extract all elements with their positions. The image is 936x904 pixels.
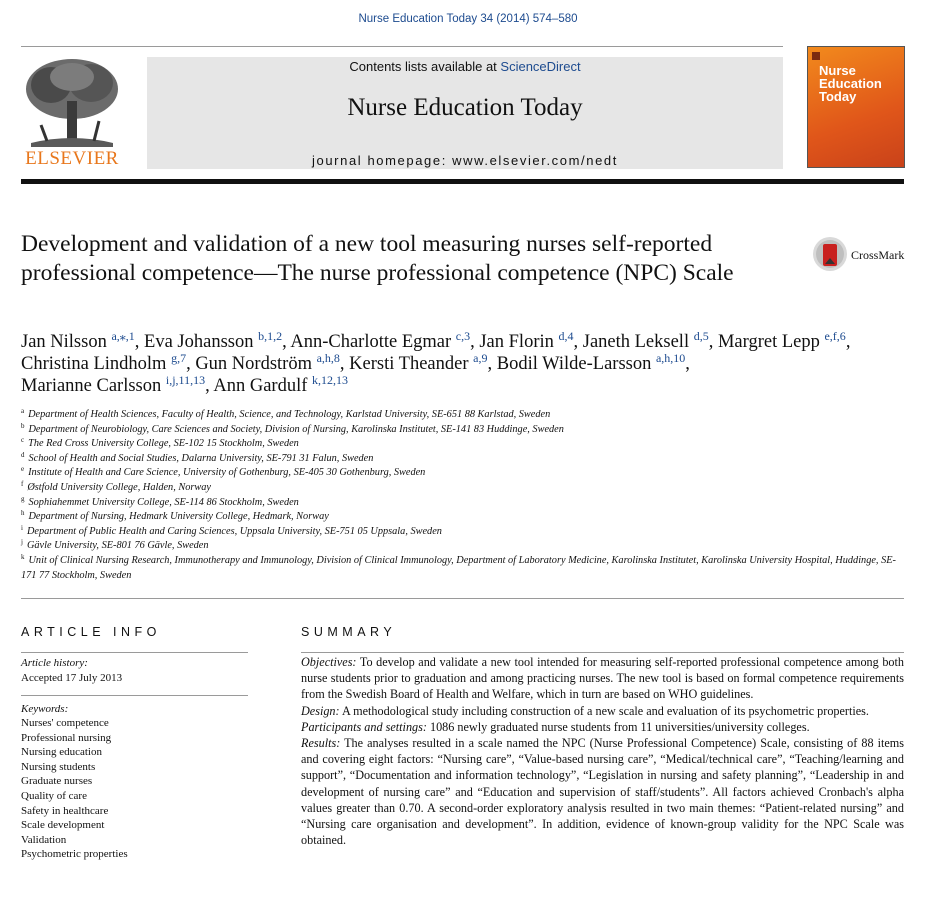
author-affiliation-marks[interactable]: c,3 bbox=[455, 329, 471, 343]
affiliation-text: Gävle University, SE-801 76 Gävle, Sweden bbox=[26, 540, 209, 552]
affiliation bbox=[21, 496, 911, 511]
affiliation-key: b bbox=[21, 421, 25, 430]
author[interactable] bbox=[290, 329, 471, 352]
header-rule bbox=[21, 179, 904, 184]
journal-title: Nurse Education Today bbox=[347, 94, 583, 121]
article-info-heading: ARTICLE INFO bbox=[21, 625, 161, 639]
author[interactable] bbox=[349, 351, 488, 374]
author-name: Ann Gardulf bbox=[213, 376, 308, 396]
keyword-list bbox=[21, 716, 128, 862]
affiliation-text: Institute of Health and Care Science, University of Gothenburg, SE-405 30 Gothenburg, Sweden bbox=[28, 467, 426, 479]
keyword-item: Professional nursing bbox=[21, 731, 112, 744]
affiliation-key: e bbox=[21, 465, 25, 474]
author[interactable] bbox=[21, 329, 135, 352]
author-affiliation-marks[interactable]: b,1,2 bbox=[258, 329, 283, 343]
affiliation-text: Sophiahemmet University College, SE-114 86 Stockholm, Sweden bbox=[28, 496, 299, 508]
author-affiliation-marks[interactable]: a,h,10 bbox=[655, 351, 686, 365]
summary-divider bbox=[301, 652, 904, 653]
sciencedirect-link[interactable]: ScienceDirect bbox=[500, 59, 581, 74]
affiliation-key: k bbox=[21, 552, 25, 561]
keywords-label: Keywords: bbox=[21, 703, 69, 715]
author-name: Jan Florin bbox=[479, 332, 554, 352]
affiliation-text: Department of Health Sciences, Faculty of Health, Science, and Technology, Karlstad University, SE-651 88 Karlstad, Sweden bbox=[28, 409, 551, 420]
affiliation bbox=[21, 408, 911, 423]
cover-logo-icon bbox=[812, 52, 820, 60]
crossmark-icon[interactable] bbox=[812, 236, 848, 272]
author[interactable] bbox=[21, 373, 206, 396]
keyword-item: Graduate nurses bbox=[21, 775, 93, 788]
author[interactable] bbox=[195, 351, 340, 374]
affiliation bbox=[21, 423, 911, 438]
affiliation-key: j bbox=[21, 538, 23, 547]
author[interactable] bbox=[21, 351, 187, 374]
objectives-text: To develop and validate a new tool intended for measuring self-reported professional competence among both nurse students prior to graduation and among practicing nurses. The new tool is based on formal competence requirements from the Swedish Board of Health and Welfare, which in turn are based on WHO guidelines. bbox=[301, 655, 904, 702]
author-affiliation-marks[interactable]: d,5 bbox=[693, 329, 709, 343]
article-info-divider bbox=[21, 652, 248, 653]
objectives-label: Objectives: bbox=[301, 655, 357, 669]
author-name: Kersti Theander bbox=[349, 354, 469, 374]
contents-line bbox=[147, 59, 783, 74]
keyword-item: Validation bbox=[21, 833, 67, 846]
affiliation bbox=[21, 452, 911, 467]
affiliation-key: d bbox=[21, 450, 25, 459]
author-affiliation-marks[interactable]: d,4 bbox=[558, 329, 574, 343]
summary-body bbox=[301, 654, 904, 848]
accepted-date: Accepted 17 July 2013 bbox=[21, 672, 123, 684]
affiliation-list bbox=[21, 408, 911, 583]
keyword-item: Scale development bbox=[21, 819, 105, 832]
keyword-item: Psychometric properties bbox=[21, 848, 128, 861]
author[interactable] bbox=[144, 329, 283, 352]
article-history-label: Article history: bbox=[21, 657, 88, 669]
journal-citation[interactable]: Nurse Education Today 34 (2014) 574–580 bbox=[358, 13, 578, 25]
affiliation-divider bbox=[21, 598, 904, 599]
keywords-divider bbox=[21, 695, 248, 696]
author-name: Christina Lindholm bbox=[21, 354, 167, 374]
author-affiliation-marks[interactable]: a,h,8 bbox=[316, 351, 340, 365]
author[interactable] bbox=[479, 329, 574, 352]
summary-heading: SUMMARY bbox=[301, 625, 397, 639]
keyword-item: Quality of care bbox=[21, 789, 87, 802]
elsevier-wordmark: ELSEVIER bbox=[25, 148, 119, 169]
author-affiliation-marks[interactable]: k,12,13 bbox=[312, 373, 349, 387]
affiliation-text: School of Health and Social Studies, Dalarna University, SE-791 31 Falun, Sweden bbox=[28, 452, 374, 464]
design-text: A methodological study including construction of a new scale and evaluation of its psychometric properties. bbox=[339, 703, 869, 718]
participants-text: 1086 newly graduated nurse students from 11 universities/university colleges. bbox=[426, 719, 810, 734]
summary-participants bbox=[301, 719, 904, 735]
participants-label: Participants and settings: bbox=[301, 719, 427, 734]
author[interactable] bbox=[496, 351, 686, 374]
author[interactable] bbox=[582, 329, 709, 352]
journal-homepage[interactable]: journal homepage: www.elsevier.com/nedt bbox=[312, 153, 618, 168]
keyword-item: Nursing education bbox=[21, 746, 102, 759]
author-name: Jan Nilsson bbox=[21, 332, 107, 352]
keyword-item: Safety in healthcare bbox=[21, 804, 109, 817]
author[interactable] bbox=[717, 329, 846, 352]
author-affiliation-marks[interactable]: e,f,6 bbox=[824, 329, 846, 343]
affiliation bbox=[21, 525, 911, 540]
affiliation-text: Department of Public Health and Caring Sciences, Uppsala University, SE-751 05 Uppsala, Sweden bbox=[26, 525, 442, 537]
design-label: Design: bbox=[301, 703, 340, 718]
affiliation-key: h bbox=[21, 509, 25, 518]
cover-title: Nurse Education Today bbox=[819, 63, 882, 104]
author-name: Gun Nordström bbox=[195, 354, 312, 374]
summary-design bbox=[301, 703, 904, 719]
author-affiliation-marks[interactable]: g,7 bbox=[171, 351, 187, 365]
affiliation-text: Department of Neurobiology, Care Sciences and Society, Division of Nursing, Karolinska Institutet, SE-141 83 Huddinge, Sweden bbox=[28, 423, 564, 435]
author-name: Janeth Leksell bbox=[582, 332, 690, 352]
contents-prefix: Contents lists available at bbox=[349, 59, 501, 74]
keyword-item: Nurses' competence bbox=[21, 717, 109, 729]
author-list: Jan Nilsson $^{a,⁎,1}$, Eva Johansson $^{b,1,2}$, Ann-Charlotte Egmar $^{c,3}$, Jan Florin $^{d,4}$, Janeth Leksell $^{d,5}$, Margret Lepp $^{e,f,6}$, Christina Lindholm $^{g,7}$, Gun Nordström $^{a,h,8}$, Kersti Theander $^{a,9}$, Bodil Wilde-Larsson $^{a,h,10}$, Marianne Carlsson $^{i,j,11,13}$, Ann Gardulf $^{k,12,13}$ bbox=[21, 329, 851, 396]
affiliation bbox=[21, 539, 911, 554]
author-name: Bodil Wilde-Larsson bbox=[496, 354, 652, 374]
affiliation-key: a bbox=[21, 407, 25, 415]
author-name: Marianne Carlsson bbox=[21, 376, 162, 396]
crossmark-label[interactable]: CrossMark bbox=[851, 248, 905, 262]
affiliation-key: c bbox=[21, 436, 25, 445]
results-label: Results: bbox=[301, 736, 341, 751]
affiliation-text: Østfold University College, Halden, Norway bbox=[27, 481, 211, 493]
affiliation-text: Unit of Clinical Nursing Research, Immunotherapy and Immunology, Division of Clinical Immunology, Department of Laboratory Medicine, Karolinska Institutet, Karolinska University Hospital, Huddinge, SE-171 77 Stockholm, Sweden bbox=[21, 554, 896, 581]
author-affiliation-marks[interactable]: a,9 bbox=[473, 351, 488, 365]
affiliation bbox=[21, 554, 911, 583]
affiliation bbox=[21, 481, 911, 496]
author-name: Ann-Charlotte Egmar bbox=[290, 332, 452, 352]
author-name: Eva Johansson bbox=[144, 332, 254, 352]
affiliation-key: f bbox=[21, 479, 24, 488]
affiliation bbox=[21, 510, 911, 525]
results-text: The analyses resulted in a scale named the NPC (Nurse Professional Competence) Scale, consisting of 88 items and covering eight factors: “Nursing care”, “Value-based nursing care”, “Medical/technical care”, “Teaching/learning and support”, “Documentation and information technology”, “Legislation in nursing and safety planning”, “Leadership in and development of nursing care” and “Education and supervision of staff/students”. All factors achieved Cronbach's alpha values greater than 0.70. A second-order exploratory analysis resulted in two main themes: “Patient-related nursing” and “Nursing care organisation and development”. In addition, evidence of known-group validity for the NPC Scale was obtained. bbox=[301, 736, 904, 848]
author-affiliation-marks[interactable]: a,⁎,1 bbox=[111, 329, 135, 343]
affiliation-key: i bbox=[21, 523, 23, 532]
author-affiliation-marks[interactable]: i,j,11,13 bbox=[165, 373, 206, 387]
affiliation bbox=[21, 437, 911, 452]
keyword-item: Nursing students bbox=[21, 760, 96, 773]
author-name: Margret Lepp bbox=[717, 332, 820, 352]
affiliation bbox=[21, 466, 911, 481]
summary-results bbox=[301, 735, 904, 848]
affiliation-text: Department of Nursing, Hedmark University College, Hedmark, Norway bbox=[28, 511, 329, 523]
affiliation-text: The Red Cross University College, SE-102 15 Stockholm, Sweden bbox=[28, 438, 299, 450]
article-title: Development and validation of a new tool measuring nurses self-reported professional competence—The nurse professional competence (NPC) Scale bbox=[21, 231, 734, 286]
header-divider bbox=[21, 46, 783, 47]
author[interactable] bbox=[213, 373, 349, 396]
affiliation-key: g bbox=[21, 494, 25, 503]
summary-objectives bbox=[301, 654, 904, 703]
